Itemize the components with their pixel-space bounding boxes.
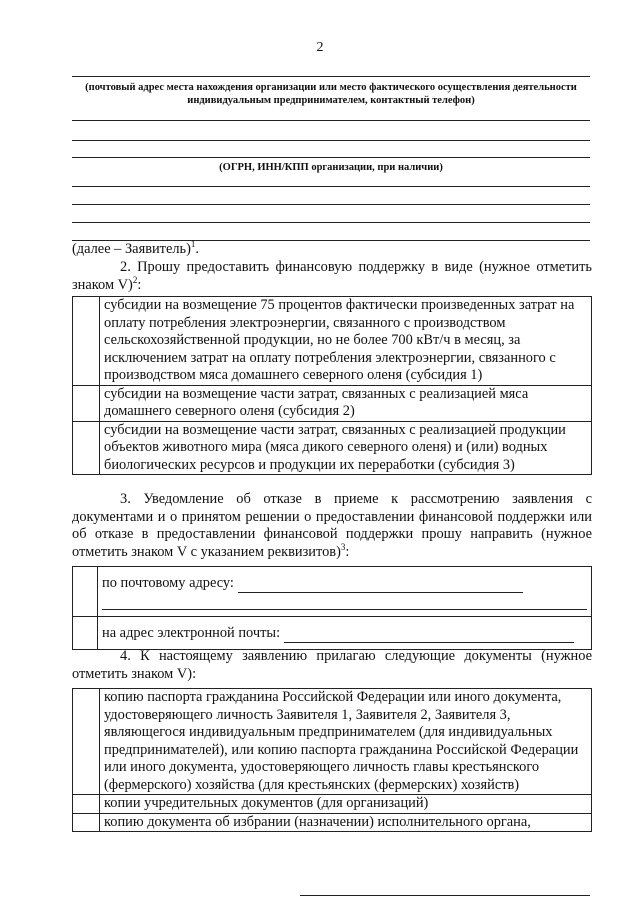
blank-line[interactable] — [72, 204, 590, 205]
applicant-label: (далее – Заявитель)$^1$. — [72, 239, 200, 257]
document2-label: копии учредительных документов (для организаций) — [100, 795, 592, 814]
notification-options-table — [72, 566, 592, 650]
subsidy3-label: субсидии на возмещение части затрат, связанных с реализацией продукции объектов животного мира (мяса дикого северного оленя) и (или) водных биологических ресурсов и продукции их переработки (субсидия 3) — [100, 421, 592, 475]
document1-label: копию паспорта гражданина Российской Федерации или иного документа, удостоверяющего личность Заявителя 1, Заявителя 2, Заявителя 3, являющегося индивидуальным предпринимателем (для индивидуальных предпринимателей), или копию паспорта гражданина Российской Федерации или иного документа, удостоверяющего личность главы крестьянского (фермерского) хозяйства (для крестьянских (фермерских) хозяйств) — [100, 689, 592, 795]
table-row — [73, 813, 592, 832]
document3-label: копию документа об избрании (назначении) исполнительного органа, — [100, 813, 592, 832]
postal-checkbox[interactable] — [73, 567, 98, 617]
table-row — [73, 421, 592, 475]
ogrn-caption: (ОГРН, ИНН/КПП организации, при наличии) — [219, 162, 443, 173]
subsidy3-checkbox[interactable] — [73, 421, 100, 475]
blank-line[interactable] — [72, 222, 590, 223]
documents-table — [72, 688, 592, 832]
subsidy-options-table — [72, 296, 592, 475]
table-row — [73, 385, 592, 421]
email-checkbox[interactable] — [73, 617, 98, 650]
document3-checkbox[interactable] — [73, 813, 100, 832]
ogrn-line[interactable] — [72, 157, 590, 158]
table-row — [73, 567, 592, 593]
subsidy2-checkbox[interactable] — [73, 385, 100, 421]
table-row — [73, 617, 592, 650]
section2-text: 2. Прошу предоставить финансовую поддержку в виде (нужное отметить знаком V)$^2$: — [72, 259, 592, 293]
page-bottom-divider — [300, 895, 590, 896]
email-address-field[interactable] — [284, 642, 574, 643]
blank-line[interactable] — [72, 120, 590, 121]
email-option — [98, 617, 592, 650]
document1-checkbox[interactable] — [73, 689, 100, 795]
postal-address-field-continued[interactable] — [102, 609, 587, 610]
subsidy2-label: субсидии на возмещение части затрат, связанных с реализацией мяса домашнего северного оленя (субсидия 2) — [100, 385, 592, 421]
address-line[interactable] — [72, 76, 590, 77]
blank-line[interactable] — [72, 186, 590, 187]
table-row — [73, 795, 592, 814]
subsidy1-checkbox[interactable] — [73, 297, 100, 386]
blank-line[interactable] — [72, 140, 590, 141]
address-caption: (почтовый адрес места нахождения организации или место фактического осуществления деятельности индивидуальным предпринимателем, контактный телефон) — [85, 82, 577, 106]
postal-label: по почтовому адресу: — [102, 575, 234, 591]
postal-option — [98, 567, 592, 593]
page-number: 2 — [316, 40, 324, 55]
subsidy1-label: субсидии на возмещение 75 процентов фактически произведенных затрат на оплату потребления электроэнергии, связанного с производством сельскохозяйственной продукции, но не более 700 кВт/ч в месяц, за исключением затрат на оплату потребления электроэнергии, связанного с производством мяса домашнего северного оленя (субсидия 1) — [100, 297, 592, 386]
table-row — [73, 689, 592, 795]
email-label: на адрес электронной почты: — [102, 625, 281, 641]
section4-text: 4. К настоящему заявлению прилагаю следующие документы (нужное отметить знаком V): — [72, 648, 592, 682]
table-row — [73, 297, 592, 386]
document2-checkbox[interactable] — [73, 795, 100, 814]
table-row — [73, 593, 592, 617]
section3-text: 3. Уведомление об отказе в приеме к рассмотрению заявления с документами и о принятом решении о предоставлении финансовой поддержки или об отказе в предоставлении финансовой поддержки прошу направить (нужное отметить знаком V с указанием реквизитов)$^3$: — [72, 491, 592, 560]
